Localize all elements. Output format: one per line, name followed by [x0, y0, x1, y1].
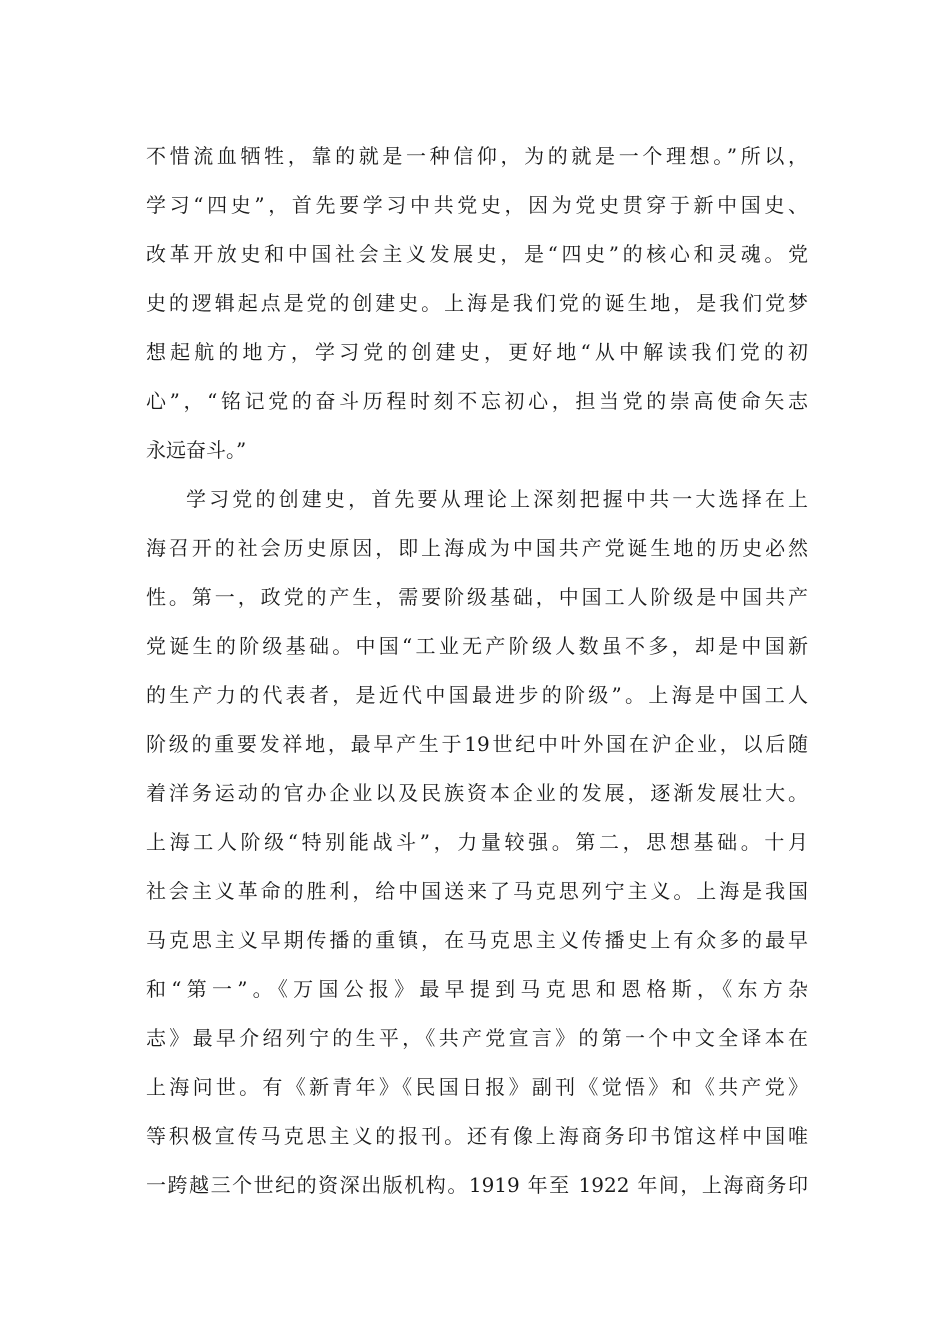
text-line: 上海问世。有《新青年》《民国日报》副刊《觉悟》和《共产党》	[146, 1075, 808, 1099]
text-line: 和“第一”。《万国公报》最早提到马克思和恩格斯，《东方杂	[146, 977, 808, 1001]
text-line: 等积极宣传马克思主义的报刊。还有像上海商务印书馆这样中国唯	[146, 1124, 808, 1148]
text-line: 永远奋斗。”	[146, 438, 247, 462]
text-line: 性。第一，政党的产生，需要阶级基础，中国工人阶级是中国共产	[146, 585, 808, 609]
text-line: 学习“四史”，首先要学习中共党史，因为党史贯穿于新中国史、	[146, 193, 808, 217]
text-line: 想起航的地方，学习党的创建史，更好地“从中解读我们党的初	[146, 340, 808, 364]
text-line: 上海工人阶级“特别能战斗”，力量较强。第二，思想基础。十月	[146, 830, 808, 854]
text-line: 改革开放史和中国社会主义发展史，是“四史”的核心和灵魂。党	[146, 242, 808, 266]
text-line: 心”，“铭记党的奋斗历程时刻不忘初心，担当党的崇高使命矢志	[146, 389, 808, 413]
text-line: 一跨越三个世纪的资深出版机构。1919 年至 1922 年间，上海商务印	[146, 1173, 808, 1197]
text-line: 党诞生的阶级基础。中国“工业无产阶级人数虽不多，却是中国新	[146, 634, 808, 658]
text-line: 着洋务运动的官办企业以及民族资本企业的发展，逐渐发展壮大。	[146, 781, 808, 805]
text-line: 马克思主义早期传播的重镇，在马克思主义传播史上有众多的最早	[146, 928, 808, 952]
body-text	[146, 132, 808, 1210]
text-line: 社会主义革命的胜利，给中国送来了马克思列宁主义。上海是我国	[146, 879, 808, 903]
text-line: 海召开的社会历史原因，即上海成为中国共产党诞生地的历史必然	[146, 536, 808, 560]
text-line: 的生产力的代表者，是近代中国最进步的阶级”。上海是中国工人	[146, 683, 808, 707]
text-line: 不惜流血牺牲，靠的就是一种信仰，为的就是一个理想。”所以，	[146, 144, 808, 168]
text-line: 志》最早介绍列宁的生平，《共产党宣言》的第一个中文全译本在	[146, 1026, 808, 1050]
text-line: 学习党的创建史，首先要从理论上深刻把握中共一大选择在上	[186, 487, 808, 511]
text-line: 阶级的重要发祥地，最早产生于19世纪中叶外国在沪企业，以后随	[146, 732, 808, 756]
text-line: 史的逻辑起点是党的创建史。上海是我们党的诞生地，是我们党梦	[146, 291, 808, 315]
